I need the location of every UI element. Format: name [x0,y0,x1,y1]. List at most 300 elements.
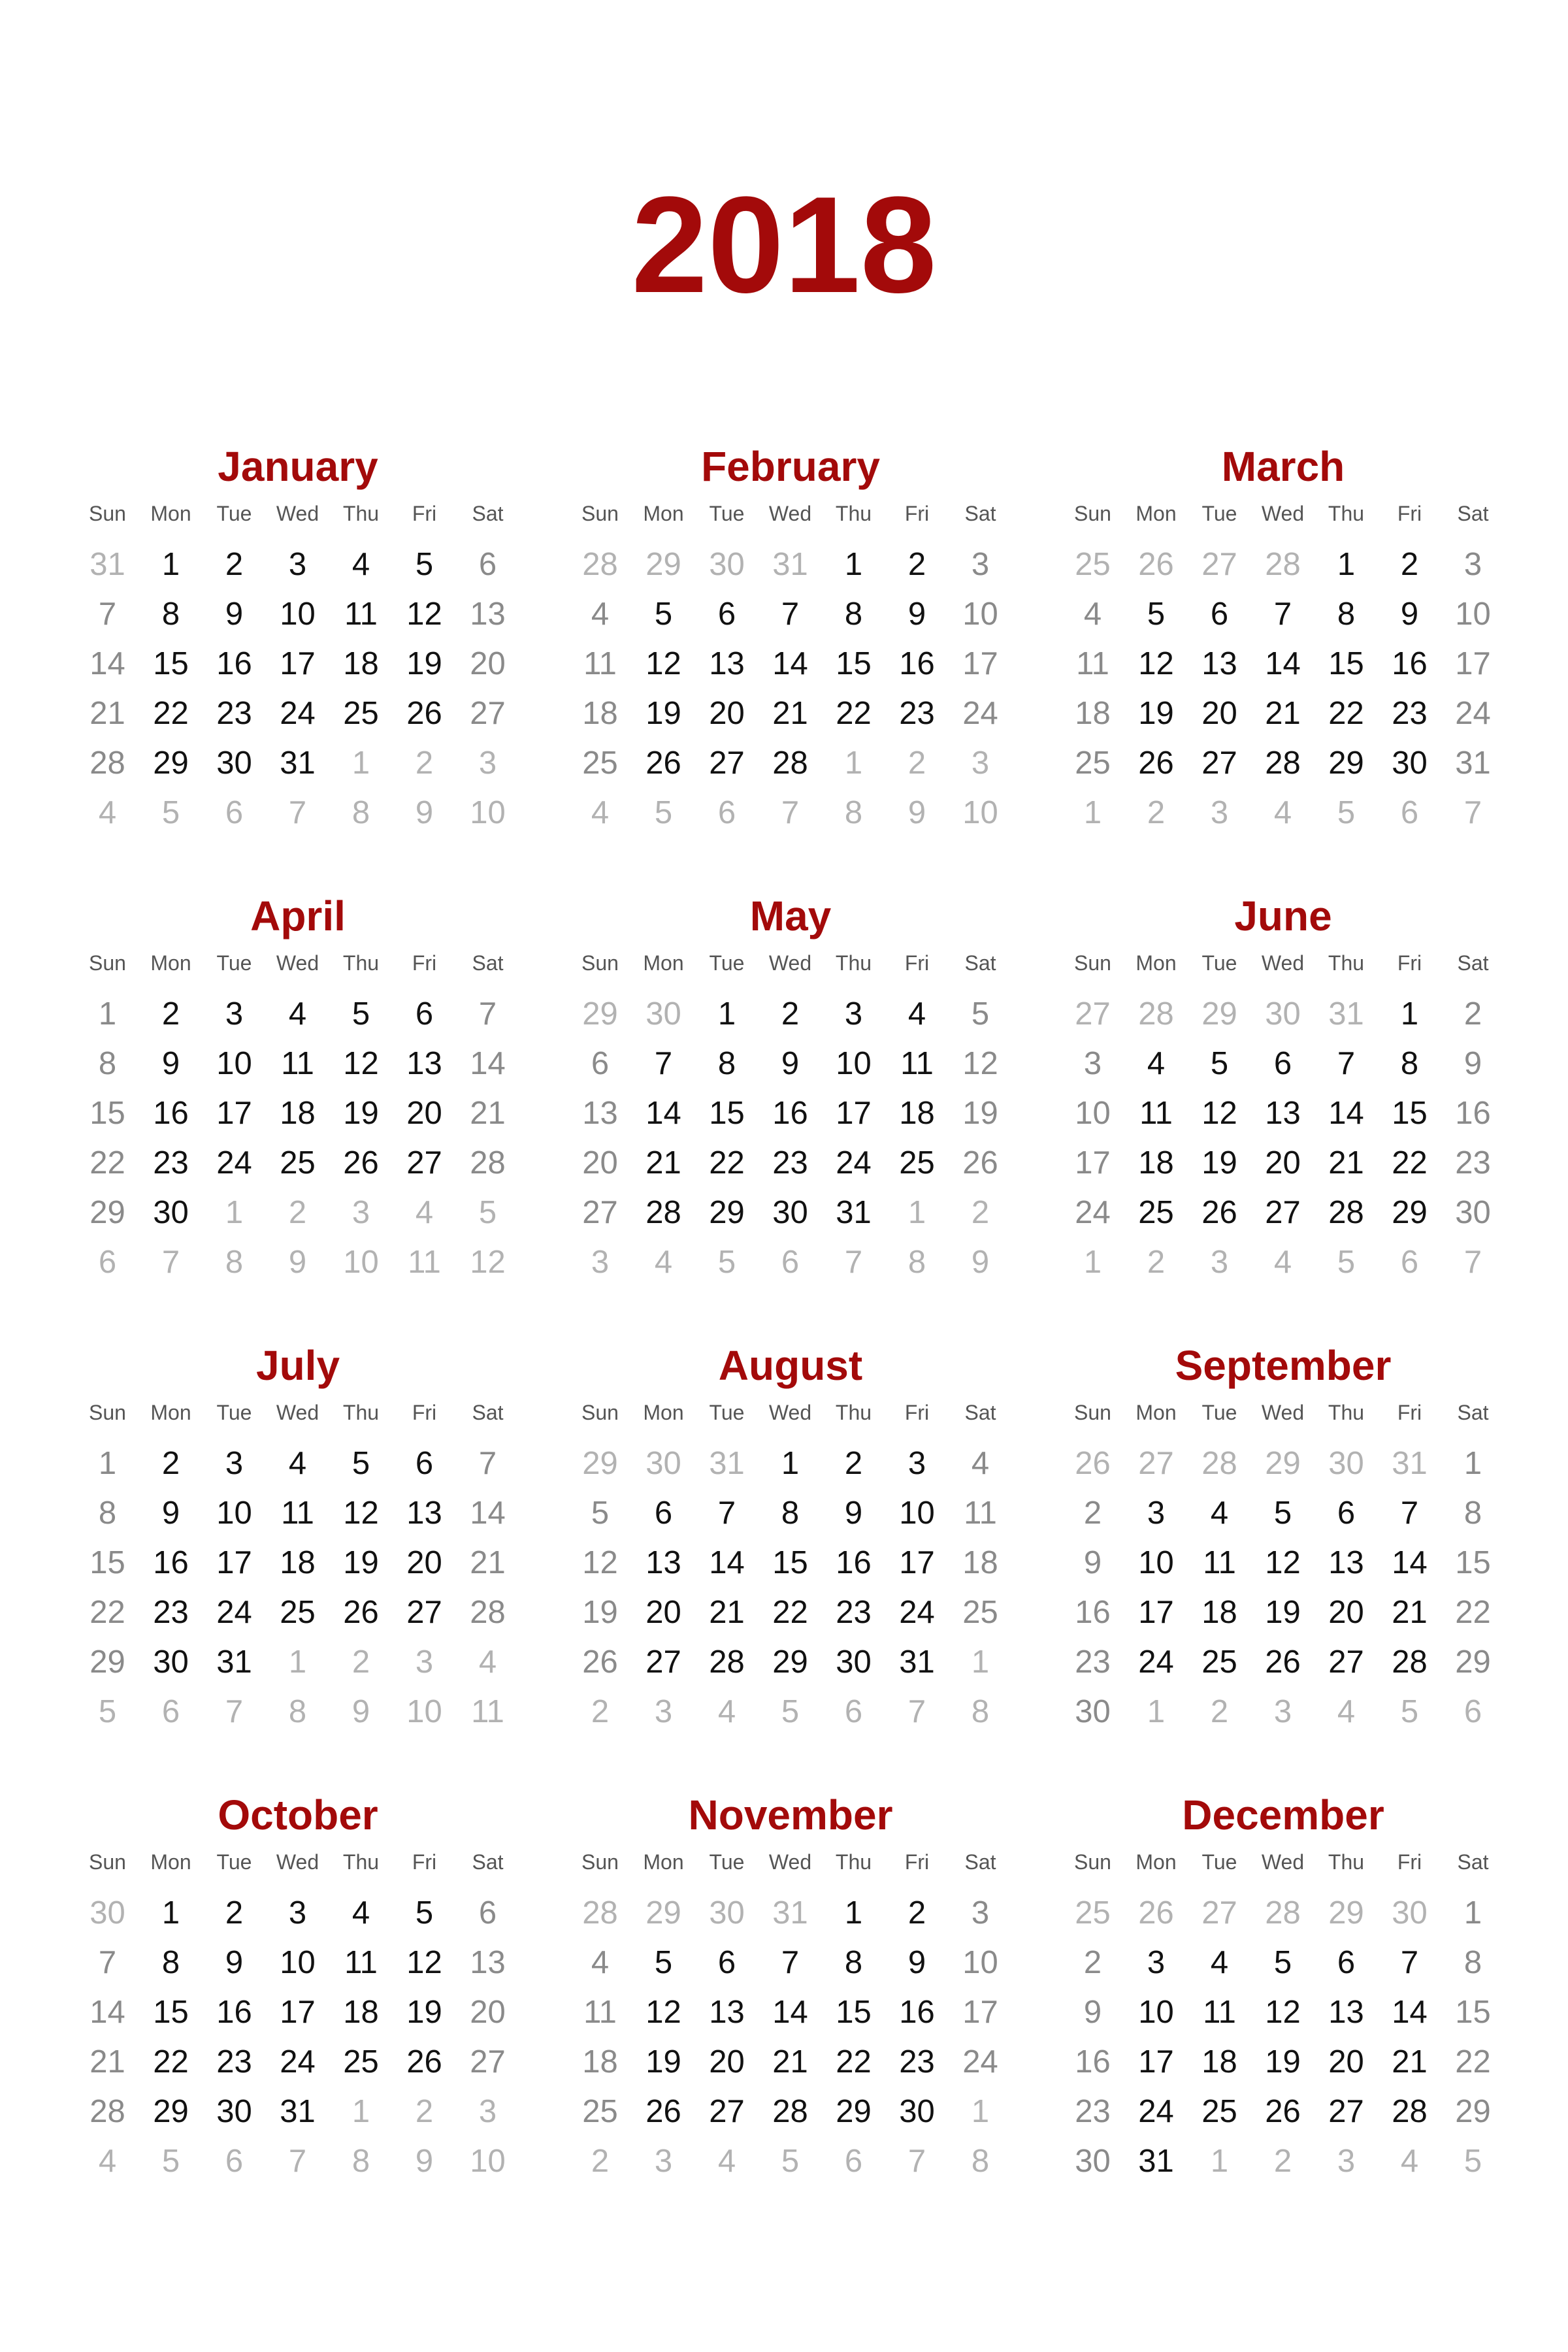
adjacent-day-cell: 7 [1463,795,1482,830]
day-cell: 1 [98,1446,117,1481]
weekday-label: Wed [768,1850,812,1874]
day-cell: 22 [1392,1145,1428,1181]
day-cell: 6 [415,996,434,1032]
day-cell: 20 [645,1595,681,1630]
month-name: May [749,892,832,939]
weekday-label: Mon [150,1850,191,1874]
day-cell: 28 [645,1195,681,1230]
adjacent-day-cell: 7 [907,2144,926,2179]
day-cell: 18 [1075,696,1111,731]
day-cell: 24 [216,1145,252,1181]
day-cell: 11 [281,1046,314,1081]
day-cell: 20 [470,1995,506,2030]
adjacent-day-cell: 6 [844,1694,863,1729]
day-cell: 9 [1463,1046,1482,1081]
day-cell: 27 [1328,2094,1364,2129]
weekday-header [1061,1398,1505,1427]
day-cell: 4 [1210,1945,1229,1980]
weekday-label: Tue [216,1401,252,1424]
day-cell: 24 [1138,1644,1174,1680]
day-cell: 3 [225,996,244,1032]
day-cell: 6 [654,1495,673,1531]
adjacent-day-cell: 6 [1400,1245,1419,1280]
day-cell: 28 [1265,745,1301,781]
adjacent-day-cell: 28 [1201,1446,1237,1481]
adjacent-day-cell: 9 [288,1245,307,1280]
day-cell: 8 [1463,1495,1482,1531]
weekday-label: Sun [89,1850,126,1874]
day-cell: 17 [836,1096,872,1131]
adjacent-day-cell: 31 [1328,996,1364,1032]
weekday-label: Tue [709,951,745,975]
day-cell: 15 [153,1995,189,2030]
day-cell: 21 [1392,1595,1428,1630]
day-cell: 26 [1201,1195,1237,1230]
weekday-label: Thu [835,1850,872,1874]
day-cell: 11 [583,646,617,681]
adjacent-day-cell: 10 [470,795,506,830]
month-name: June [1234,892,1332,939]
day-cell: 21 [645,1145,681,1181]
adjacent-day-cell: 31 [709,1446,745,1481]
day-cell: 17 [962,1995,998,2030]
day-cell: 28 [1392,2094,1428,2129]
day-cell: 26 [645,2094,681,2129]
day-cell: 19 [1201,1145,1237,1181]
adjacent-day-cell: 3 [478,2094,497,2129]
day-cell: 13 [1265,1096,1301,1131]
day-cell: 6 [415,1446,434,1481]
day-cell: 6 [478,1895,497,1931]
day-cell: 20 [709,2044,745,2080]
weekday-label: Thu [342,502,380,525]
weekday-header [1061,949,1505,977]
adjacent-day-cell: 28 [582,547,618,582]
weekday-label: Tue [216,502,252,525]
adjacent-day-cell: 6 [225,795,244,830]
day-cell: 14 [709,1545,745,1580]
weekday-label: Wed [1261,1850,1305,1874]
day-cell: 6 [717,596,736,632]
adjacent-day-cell: 1 [351,745,370,781]
day-cell: 4 [351,1895,370,1931]
weekday-label: Mon [150,951,191,975]
day-cell: 17 [216,1545,252,1580]
day-cell: 19 [645,696,681,731]
day-cell: 16 [836,1545,872,1580]
day-cell: 10 [1455,596,1491,632]
day-cell: 23 [1075,1644,1111,1680]
day-cell: 5 [1210,1046,1229,1081]
day-cell: 25 [1201,2094,1237,2129]
adjacent-day-cell: 27 [1138,1446,1174,1481]
day-cell: 5 [1273,1945,1292,1980]
weekday-label: Sat [472,1850,504,1874]
day-cell: 30 [216,745,252,781]
day-cell: 31 [899,1644,935,1680]
adjacent-day-cell: 10 [343,1245,379,1280]
days-grid [568,1439,1013,1737]
day-cell: 7 [781,1945,800,1980]
day-cell: 22 [836,2044,872,2080]
day-cell: 22 [1328,696,1364,731]
day-cell: 14 [1328,1096,1364,1131]
day-cell: 21 [772,696,808,731]
day-cell: 21 [90,696,125,731]
day-cell: 17 [280,1995,316,2030]
day-cell: 4 [288,1446,307,1481]
weekday-label: Fri [904,1401,930,1424]
day-cell: 6 [1273,1046,1292,1081]
adjacent-day-cell: 2 [415,2094,434,2129]
day-cell: 8 [98,1495,117,1531]
day-cell: 9 [1083,1545,1102,1580]
day-cell: 22 [90,1145,125,1181]
day-cell: 1 [717,996,736,1032]
day-cell: 7 [654,1046,673,1081]
weekday-label: Mon [643,951,684,975]
day-cell: 31 [1455,745,1491,781]
adjacent-day-cell: 29 [645,547,681,582]
day-cell: 26 [582,1644,618,1680]
day-cell: 12 [962,1046,998,1081]
day-cell: 19 [1265,2044,1301,2080]
day-cell: 19 [962,1096,998,1131]
weekday-label: Sat [964,951,996,975]
day-cell: 4 [1147,1046,1166,1081]
adjacent-day-cell: 5 [1337,1245,1356,1280]
weekday-label: Fri [412,1401,437,1424]
adjacent-day-cell: 2 [351,1644,370,1680]
day-cell: 16 [1455,1096,1491,1131]
month-april [76,892,520,1287]
day-cell: 13 [1328,1545,1364,1580]
day-cell: 16 [216,646,252,681]
adjacent-day-cell: 6 [717,795,736,830]
year-title: 2018 [631,168,937,321]
day-cell: 29 [90,1644,125,1680]
adjacent-day-cell: 8 [351,2144,370,2179]
day-cell: 16 [153,1545,189,1580]
adjacent-day-cell: 6 [781,1245,800,1280]
day-cell: 22 [836,696,872,731]
day-cell: 9 [1083,1995,1102,2030]
adjacent-day-cell: 1 [1083,795,1102,830]
adjacent-day-cell: 3 [654,2144,673,2179]
adjacent-day-cell: 4 [98,2144,117,2179]
day-cell: 25 [280,1595,316,1630]
day-cell: 20 [1265,1145,1301,1181]
day-cell: 9 [1400,596,1419,632]
day-cell: 13 [1201,646,1237,681]
adjacent-day-cell: 6 [844,2144,863,2179]
day-cell: 8 [717,1046,736,1081]
day-cell: 3 [971,547,990,582]
adjacent-day-cell: 29 [645,1895,681,1931]
day-cell: 7 [1400,1495,1419,1531]
adjacent-day-cell: 6 [225,2144,244,2179]
adjacent-day-cell: 12 [470,1245,506,1280]
adjacent-day-cell: 30 [1328,1446,1364,1481]
month-may [568,892,1013,1287]
day-cell: 16 [153,1096,189,1131]
day-cell: 19 [406,1995,442,2030]
day-cell: 23 [772,1145,808,1181]
weekday-label: Tue [216,951,252,975]
day-cell: 18 [343,646,379,681]
day-cell: 5 [654,1945,673,1980]
weekday-label: Sun [89,951,126,975]
weekday-header [568,499,1013,528]
day-cell: 1 [1400,996,1419,1032]
weekday-label: Fri [412,1850,437,1874]
day-cell: 7 [1400,1945,1419,1980]
weekday-label: Tue [216,1850,252,1874]
day-cell: 10 [1138,1545,1174,1580]
weekday-header [76,1848,520,1876]
weekday-label: Wed [768,502,812,525]
day-cell: 9 [844,1495,863,1531]
day-cell: 25 [1075,745,1111,781]
month-name: March [1221,443,1345,490]
weekday-label: Sun [89,502,126,525]
weekday-label: Sun [1074,502,1111,525]
day-cell: 10 [962,596,998,632]
day-cell: 15 [153,646,189,681]
adjacent-day-cell: 30 [1265,996,1301,1032]
day-cell: 30 [153,1195,189,1230]
day-cell: 29 [1455,2094,1491,2129]
weekday-header [568,1398,1013,1427]
day-cell: 2 [225,1895,244,1931]
adjacent-day-cell: 2 [288,1195,307,1230]
month-march [1061,443,1505,838]
adjacent-day-cell: 1 [1147,1694,1166,1729]
day-cell: 11 [964,1495,997,1531]
day-cell: 28 [709,1644,745,1680]
day-cell: 30 [836,1644,872,1680]
day-cell: 2 [161,996,180,1032]
day-cell: 6 [717,1945,736,1980]
weekday-label: Fri [904,951,930,975]
day-cell: 13 [709,1995,745,2030]
adjacent-day-cell: 2 [415,745,434,781]
day-cell: 15 [90,1096,125,1131]
adjacent-day-cell: 4 [1337,1694,1356,1729]
day-cell: 2 [844,1446,863,1481]
days-grid [1061,1439,1505,1737]
weekday-label: Sat [1457,502,1489,525]
adjacent-day-cell: 27 [1201,547,1237,582]
day-cell: 15 [1392,1096,1428,1131]
weekday-label: Fri [1397,951,1422,975]
weekday-label: Sat [472,1401,504,1424]
weekday-label: Sun [89,1401,126,1424]
day-cell: 30 [772,1195,808,1230]
adjacent-day-cell: 6 [1400,795,1419,830]
adjacent-day-cell: 2 [1147,1245,1166,1280]
weekday-label: Thu [835,1401,872,1424]
adjacent-day-cell: 10 [962,795,998,830]
day-cell: 26 [406,696,442,731]
adjacent-day-cell: 11 [408,1245,441,1280]
day-cell: 26 [1265,2094,1301,2129]
days-grid [1061,989,1505,1287]
day-cell: 15 [1455,1995,1491,2030]
day-cell: 12 [343,1046,379,1081]
adjacent-day-cell: 6 [161,1694,180,1729]
adjacent-day-cell: 7 [781,795,800,830]
weekday-label: Sat [1457,951,1489,975]
day-cell: 17 [899,1545,935,1580]
day-cell: 19 [1265,1595,1301,1630]
adjacent-day-cell: 3 [351,1195,370,1230]
adjacent-day-cell: 5 [1400,1694,1419,1729]
weekday-label: Mon [1135,502,1177,525]
day-cell: 16 [216,1995,252,2030]
day-cell: 16 [1392,646,1428,681]
day-cell: 7 [98,1945,117,1980]
day-cell: 5 [351,1446,370,1481]
weekday-label: Wed [768,951,812,975]
adjacent-day-cell: 1 [225,1195,244,1230]
month-name: February [701,443,880,490]
adjacent-day-cell: 6 [1463,1694,1482,1729]
day-cell: 25 [962,1595,998,1630]
adjacent-day-cell: 10 [406,1694,442,1729]
day-cell: 26 [343,1595,379,1630]
day-cell: 28 [90,2094,125,2129]
day-cell: 3 [971,1895,990,1931]
day-cell: 9 [225,1945,244,1980]
day-cell: 5 [971,996,990,1032]
day-cell: 17 [1455,646,1491,681]
day-cell: 20 [1328,2044,1364,2080]
day-cell: 31 [280,2094,316,2129]
weekday-label: Tue [709,1401,745,1424]
weekday-label: Thu [342,1850,380,1874]
day-cell: 19 [645,2044,681,2080]
weekday-label: Thu [835,951,872,975]
day-cell: 22 [709,1145,745,1181]
adjacent-day-cell: 29 [582,996,618,1032]
day-cell: 6 [1337,1495,1356,1531]
day-cell: 1 [1463,1895,1482,1931]
day-cell: 5 [591,1495,610,1531]
day-cell: 22 [772,1595,808,1630]
day-cell: 14 [90,646,125,681]
day-cell: 22 [153,2044,189,2080]
day-cell: 26 [645,745,681,781]
adjacent-day-cell: 4 [478,1644,497,1680]
adjacent-day-cell: 29 [582,1446,618,1481]
day-cell: 19 [343,1545,379,1580]
day-cell: 2 [781,996,800,1032]
weekday-label: Sat [964,1850,996,1874]
day-cell: 21 [1392,2044,1428,2080]
weekday-label: Sun [1074,1850,1111,1874]
day-cell: 11 [1203,1995,1236,2030]
month-january [76,443,520,838]
day-cell: 16 [1075,1595,1111,1630]
day-cell: 13 [406,1046,442,1081]
day-cell: 22 [153,696,189,731]
adjacent-day-cell: 3 [478,745,497,781]
day-cell: 28 [772,2094,808,2129]
adjacent-day-cell: 26 [1138,1895,1174,1931]
day-cell: 1 [161,1895,180,1931]
day-cell: 19 [582,1595,618,1630]
weekday-label: Wed [1261,502,1305,525]
month-november [568,1791,1013,2186]
day-cell: 5 [415,1895,434,1931]
day-cell: 7 [478,996,497,1032]
adjacent-day-cell: 3 [591,1245,610,1280]
weekday-label: Sat [472,502,504,525]
weekday-label: Thu [1328,1850,1365,1874]
adjacent-day-cell: 8 [907,1245,926,1280]
weekday-label: Mon [150,1401,191,1424]
day-cell: 24 [962,696,998,731]
adjacent-day-cell: 25 [1075,547,1111,582]
day-cell: 25 [899,1145,935,1181]
adjacent-day-cell: 26 [1075,1446,1111,1481]
month-june [1061,892,1505,1287]
adjacent-day-cell: 4 [1273,795,1292,830]
adjacent-day-cell: 29 [1265,1446,1301,1481]
adjacent-day-cell: 5 [478,1195,497,1230]
day-cell: 17 [962,646,998,681]
adjacent-day-cell: 4 [1400,2144,1419,2179]
day-cell: 31 [836,1195,872,1230]
day-cell: 24 [962,2044,998,2080]
day-cell: 7 [781,596,800,632]
day-cell: 2 [225,547,244,582]
day-cell: 2 [1083,1495,1102,1531]
day-cell: 2 [1400,547,1419,582]
day-cell: 21 [1265,696,1301,731]
day-cell: 11 [344,596,378,632]
day-cell: 6 [478,547,497,582]
day-cell: 27 [470,2044,506,2080]
day-cell: 30 [153,1644,189,1680]
day-cell: 17 [216,1096,252,1131]
weekday-label: Tue [1201,1850,1237,1874]
day-cell: 29 [90,1195,125,1230]
adjacent-day-cell: 8 [288,1694,307,1729]
adjacent-day-cell: 2 [591,1694,610,1729]
adjacent-day-cell: 26 [1138,547,1174,582]
day-cell: 3 [1083,1046,1102,1081]
days-grid [76,1888,520,2186]
day-cell: 12 [1265,1995,1301,2030]
day-cell: 12 [1201,1096,1237,1131]
adjacent-day-cell: 2 [591,2144,610,2179]
day-cell: 29 [836,2094,872,2129]
month-december [1061,1791,1505,2186]
day-cell: 14 [90,1995,125,2030]
day-cell: 4 [1083,596,1102,632]
adjacent-day-cell: 30 [709,547,745,582]
adjacent-day-cell: 8 [971,1694,990,1729]
days-grid [76,540,520,838]
adjacent-day-cell: 7 [161,1245,180,1280]
weekday-label: Sun [581,951,619,975]
day-cell: 29 [772,1644,808,1680]
weekday-label: Wed [1261,1401,1305,1424]
weekday-label: Mon [643,1850,684,1874]
day-cell: 14 [1392,1545,1428,1580]
